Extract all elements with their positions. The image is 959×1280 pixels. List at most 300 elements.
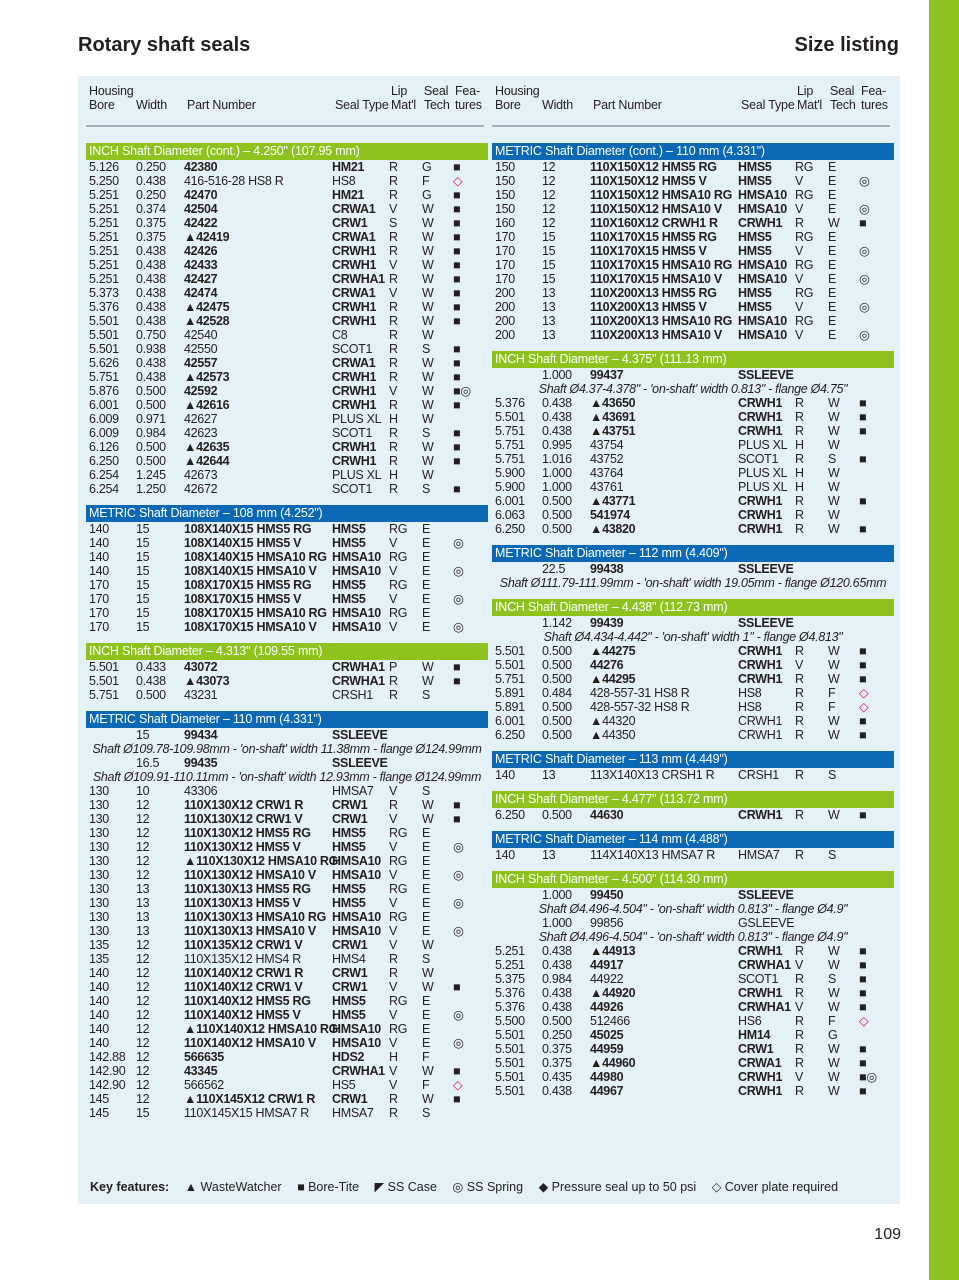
part-number-cell: ▲42635 [184, 440, 230, 454]
seal-type-cell: HS6 [738, 1014, 762, 1028]
seal-tech-cell: E [422, 578, 431, 592]
lip-material-cell: P [389, 660, 398, 674]
metric-section-header: METRIC Shaft Diameter (cont.) – 110 mm (4.331") [492, 143, 894, 160]
seal-tech-cell: W [422, 216, 434, 230]
seal-tech-cell: G [422, 160, 432, 174]
bore-cell: 130 [89, 854, 109, 868]
seal-tech-cell: W [422, 440, 434, 454]
table-row [86, 230, 488, 244]
table-row [86, 1078, 488, 1092]
width-cell: 12 [136, 854, 150, 868]
width-cell: 15 [136, 606, 150, 620]
table-row [492, 1028, 894, 1042]
features-cell: ■ [859, 1000, 867, 1014]
lip-material-cell: RG [795, 314, 814, 328]
seal-tech-cell: S [828, 452, 837, 466]
seal-type-cell: HMS5 [738, 174, 772, 188]
features-cell: ◎ [453, 840, 464, 854]
bore-cell: 140 [89, 564, 109, 578]
table-row [492, 328, 894, 342]
lip-material-cell: R [389, 188, 398, 202]
features-cell: ■ [453, 1092, 461, 1106]
seal-type-cell: HMS5 [332, 826, 366, 840]
width-cell: 0.438 [136, 174, 166, 188]
seal-tech-cell: F [422, 174, 430, 188]
table-row [492, 244, 894, 258]
bore-cell: 142.90 [89, 1064, 126, 1078]
part-number-cell: 99450 [590, 888, 624, 902]
hdr-seal-type: Seal Type [741, 98, 795, 112]
part-number-cell: 99435 [184, 756, 218, 770]
lip-material-cell: V [389, 202, 398, 216]
part-number-cell: ▲44960 [590, 1056, 636, 1070]
seal-tech-cell: W [828, 986, 840, 1000]
lip-material-cell: R [389, 798, 398, 812]
seal-tech-cell: E [422, 1036, 431, 1050]
part-number-cell: ▲42528 [184, 314, 230, 328]
part-number-cell: 42504 [184, 202, 218, 216]
table-row [492, 508, 894, 522]
features-cell: ■ [453, 272, 461, 286]
features-cell: ■ [859, 986, 867, 1000]
seal-type-cell: PLUS XL [738, 466, 788, 480]
seal-tech-cell: E [828, 286, 837, 300]
lip-material-cell: V [795, 1000, 804, 1014]
seal-type-cell: HMS5 [332, 592, 366, 606]
width-cell: 0.250 [542, 1028, 572, 1042]
seal-type-cell: PLUS XL [738, 438, 788, 452]
hdr-tech: Tech [830, 98, 856, 112]
seal-type-cell: SSLEEVE [332, 756, 388, 770]
seal-type-cell: HMS5 [332, 578, 366, 592]
lip-material-cell: V [389, 592, 398, 606]
width-cell: 1.245 [136, 468, 166, 482]
width-cell: 12 [542, 202, 556, 216]
seal-tech-cell: S [422, 952, 431, 966]
seal-type-cell: CRWHA1 [332, 660, 385, 674]
lip-material-cell: R [389, 440, 398, 454]
lip-material-cell: V [389, 564, 398, 578]
table-row [492, 986, 894, 1000]
features-cell: ■ [859, 672, 867, 686]
seal-type-cell: HMSA10 [332, 1036, 381, 1050]
table-row [492, 808, 894, 822]
features-cell: ■ [453, 188, 461, 202]
seal-type-cell: CRWH1 [738, 1084, 783, 1098]
seal-tech-cell: W [828, 1084, 840, 1098]
bore-cell: 130 [89, 882, 109, 896]
bore-cell: 5.501 [495, 644, 525, 658]
seal-type-cell: CRWH1 [332, 398, 377, 412]
part-number-cell: 42592 [184, 384, 218, 398]
features-cell: ■ [453, 440, 461, 454]
bore-cell: 170 [495, 258, 515, 272]
lip-material-cell: R [795, 508, 804, 522]
bore-cell: 5.251 [89, 188, 119, 202]
part-number-cell: 99437 [590, 368, 624, 382]
lip-material-cell: R [389, 482, 398, 496]
table-row [86, 896, 488, 910]
sleeve-note: Shaft Ø4.496-4.504" - 'on-shaft' width 0.813" - flange Ø4.9" [538, 930, 848, 944]
width-cell: 0.375 [136, 230, 166, 244]
part-number-cell: 42426 [184, 244, 218, 258]
width-cell: 0.375 [542, 1042, 572, 1056]
lip-material-cell: R [795, 216, 804, 230]
seal-type-cell: HMS5 [332, 994, 366, 1008]
lip-material-cell: R [389, 300, 398, 314]
bore-cell: 130 [89, 896, 109, 910]
table-row [86, 342, 488, 356]
lip-material-cell: R [389, 966, 398, 980]
width-cell: 12 [136, 868, 150, 882]
seal-type-cell: HMS5 [332, 840, 366, 854]
seal-type-cell: CRSH1 [332, 688, 373, 702]
lip-material-cell: V [389, 784, 398, 798]
part-number-cell: 44926 [590, 1000, 624, 1014]
bore-cell: 140 [89, 1008, 109, 1022]
table-row [86, 328, 488, 342]
features-cell: ◎ [859, 244, 870, 258]
table-row [492, 522, 894, 536]
lip-material-cell: R [389, 1106, 398, 1120]
seal-type-cell: CRWH1 [332, 300, 377, 314]
section-gap [492, 862, 894, 871]
width-cell: 13 [542, 848, 556, 862]
part-number-cell: 416-516-28 HS8 R [184, 174, 284, 188]
table-row [86, 564, 488, 578]
lip-material-cell: R [389, 356, 398, 370]
bore-cell: 140 [89, 1022, 109, 1036]
seal-type-cell: CRWH1 [738, 672, 783, 686]
seal-tech-cell: W [828, 658, 840, 672]
part-number-cell: 110X150X12 HMSA10 V [590, 202, 722, 216]
part-number-cell: 110X170X15 HMS5 RG [590, 230, 717, 244]
width-cell: 12 [136, 938, 150, 952]
table-row [492, 686, 894, 700]
seal-tech-cell: W [422, 966, 434, 980]
width-cell: 12 [136, 840, 150, 854]
table-row [86, 160, 488, 174]
lip-material-cell: RG [389, 522, 408, 536]
width-cell: 12 [136, 1064, 150, 1078]
bore-cell: 145 [89, 1106, 109, 1120]
metric-section-header: METRIC Shaft Diameter – 108 mm (4.252") [86, 505, 488, 522]
lip-material-cell: R [795, 1014, 804, 1028]
seal-type-cell: CRW1 [738, 1042, 774, 1056]
table-row [492, 1070, 894, 1084]
seal-type-cell: HMSA10 [332, 910, 381, 924]
width-cell: 1.000 [542, 888, 572, 902]
part-number-cell: 110X130X12 HMS5 V [184, 840, 301, 854]
features-cell: ■ [453, 160, 461, 174]
bore-cell: 5.251 [89, 258, 119, 272]
part-number-cell: 108X140X15 HMS5 V [184, 536, 302, 550]
width-cell: 0.250 [136, 188, 166, 202]
bore-cell: 130 [89, 812, 109, 826]
lip-material-cell: V [389, 536, 398, 550]
width-cell: 1.000 [542, 466, 572, 480]
table-row [86, 910, 488, 924]
table-row [86, 660, 488, 674]
part-number-cell: 43231 [184, 688, 218, 702]
part-number-cell: 44980 [590, 1070, 624, 1084]
lip-material-cell: V [795, 174, 804, 188]
bore-cell: 5.751 [495, 438, 525, 452]
bore-cell: 6.250 [495, 808, 525, 822]
key-ss-spring: ◎ SS Spring [452, 1180, 524, 1194]
seal-type-cell: HDS2 [332, 1050, 365, 1064]
seal-tech-cell: W [422, 202, 434, 216]
seal-tech-cell: W [828, 944, 840, 958]
lip-material-cell: V [389, 258, 398, 272]
width-cell: 0.438 [136, 674, 166, 688]
left-rows [86, 143, 488, 1120]
width-cell: 13 [542, 314, 556, 328]
seal-tech-cell: E [422, 910, 431, 924]
sleeve-note: Shaft Ø109.91-110.11mm - 'on-shaft' width 12.93mm - flange Ø124.99mm [92, 770, 482, 784]
features-cell: ■ [453, 342, 461, 356]
lip-material-cell: RG [389, 550, 408, 564]
width-cell: 0.500 [542, 508, 572, 522]
table-row [492, 452, 894, 466]
width-cell: 15 [136, 592, 150, 606]
section-gap [86, 496, 488, 505]
features-cell: ■ [859, 728, 867, 742]
table-row [86, 674, 488, 688]
width-cell: 1.250 [136, 482, 166, 496]
features-cell: ■ [859, 808, 867, 822]
table-row [86, 1106, 488, 1120]
width-cell: 0.435 [542, 1070, 572, 1084]
hdr-seal: Seal [424, 84, 449, 98]
features-cell: ◎ [453, 620, 464, 634]
width-cell: 0.500 [542, 714, 572, 728]
lip-material-cell: V [389, 1078, 398, 1092]
part-number-cell: 42540 [184, 328, 218, 342]
part-number-cell: 110X150X12 HMSA10 RG [590, 188, 733, 202]
table-row [492, 494, 894, 508]
seal-type-cell: CRWA1 [332, 202, 376, 216]
features-cell: ■◎ [859, 1070, 877, 1084]
seal-type-cell: CRWH1 [332, 314, 377, 328]
part-number-cell: 110X200X13 HMS5 V [590, 300, 707, 314]
seal-type-cell: HMS5 [332, 536, 366, 550]
lip-material-cell: V [795, 244, 804, 258]
lip-material-cell: V [389, 980, 398, 994]
features-cell: ■ [859, 1056, 867, 1070]
seal-type-cell: CRWH1 [332, 454, 377, 468]
bore-cell: 5.500 [495, 1014, 525, 1028]
bore-cell: 140 [89, 994, 109, 1008]
seal-type-cell: CRW1 [332, 798, 368, 812]
features-cell: ■ [859, 396, 867, 410]
seal-type-cell: CRWHA1 [332, 1064, 385, 1078]
seal-type-cell: CRWHA1 [332, 272, 385, 286]
lip-material-cell: RG [389, 826, 408, 840]
part-number-cell: 42673 [184, 468, 218, 482]
bore-cell: 5.376 [495, 396, 525, 410]
lip-material-cell: R [389, 1092, 398, 1106]
table-row [86, 244, 488, 258]
width-cell: 0.438 [542, 944, 572, 958]
lip-material-cell: V [795, 272, 804, 286]
width-cell: 0.375 [542, 1056, 572, 1070]
bore-cell: 200 [495, 286, 515, 300]
width-cell: 15 [136, 522, 150, 536]
table-row [86, 728, 488, 742]
seal-tech-cell: W [828, 714, 840, 728]
width-cell: 15 [542, 230, 556, 244]
features-cell: ■ [859, 494, 867, 508]
features-cell: ■ [453, 286, 461, 300]
table-row [86, 868, 488, 882]
seal-tech-cell: W [422, 384, 434, 398]
seal-type-cell: HMS5 [738, 230, 772, 244]
table-row [492, 1014, 894, 1028]
key-label: Key features: [90, 1180, 170, 1194]
lip-material-cell: RG [389, 854, 408, 868]
lip-material-cell: R [389, 426, 398, 440]
seal-type-cell: CRWH1 [738, 216, 783, 230]
seal-tech-cell: W [828, 466, 840, 480]
bore-cell: 145 [89, 1092, 109, 1106]
table-row [86, 440, 488, 454]
lip-material-cell: RG [795, 258, 814, 272]
table-row [492, 314, 894, 328]
seal-type-cell: SCOT1 [332, 482, 373, 496]
part-number-cell: ▲44913 [590, 944, 636, 958]
bore-cell: 5.501 [89, 314, 119, 328]
part-number-cell: 110X135X12 HMS4 R [184, 952, 301, 966]
seal-type-cell: CRWH1 [332, 244, 377, 258]
width-cell: 10 [136, 784, 150, 798]
width-cell: 0.438 [542, 1084, 572, 1098]
width-cell: 0.374 [136, 202, 166, 216]
part-number-cell: 43761 [590, 480, 624, 494]
width-cell: 13 [136, 910, 150, 924]
lip-material-cell: RG [795, 160, 814, 174]
seal-type-cell: SCOT1 [738, 452, 779, 466]
seal-tech-cell: W [828, 672, 840, 686]
seal-type-cell: CRSH1 [738, 768, 779, 782]
page-number: 109 [874, 1226, 901, 1243]
table-row [86, 1064, 488, 1078]
lip-material-cell: R [389, 314, 398, 328]
lip-material-cell: V [795, 202, 804, 216]
seal-type-cell: CRWHA1 [738, 1000, 791, 1014]
hdr-tures: tures [455, 98, 482, 112]
table-row [492, 616, 894, 630]
seal-type-cell: HMS5 [738, 160, 772, 174]
bore-cell: 5.251 [89, 230, 119, 244]
sleeve-note: Shaft Ø4.434-4.442" - 'on-shaft' width 1" - flange Ø4.813" [543, 630, 843, 644]
bore-cell: 5.501 [495, 658, 525, 672]
table-row [492, 972, 894, 986]
seal-type-cell: HMS5 [738, 300, 772, 314]
seal-tech-cell: W [422, 356, 434, 370]
part-number-cell: 45025 [590, 1028, 624, 1042]
part-number-cell: 110X150X12 HMS5 V [590, 174, 707, 188]
hdr-lip: Lip [797, 84, 814, 98]
lip-material-cell: RG [389, 910, 408, 924]
width-cell: 15 [136, 564, 150, 578]
key-pressure-seal: ◆ Pressure seal up to 50 psi [538, 1180, 697, 1194]
width-cell: 12 [136, 798, 150, 812]
table-row [86, 482, 488, 496]
lip-material-cell: R [389, 174, 398, 188]
left-column [86, 76, 488, 1120]
bore-cell: 6.001 [495, 714, 525, 728]
seal-type-cell: HMS5 [332, 522, 366, 536]
table-row [492, 410, 894, 424]
width-cell: 1.142 [542, 616, 572, 630]
seal-type-cell: HS5 [332, 1078, 356, 1092]
lip-material-cell: R [389, 230, 398, 244]
part-number-cell: ▲42419 [184, 230, 230, 244]
part-number-cell: 110X130X12 HMSA10 V [184, 868, 316, 882]
table-row [86, 578, 488, 592]
table-row [86, 468, 488, 482]
bore-cell: 140 [89, 966, 109, 980]
lip-material-cell: V [389, 812, 398, 826]
bore-cell: 5.251 [495, 944, 525, 958]
features-cell: ■ [453, 202, 461, 216]
seal-tech-cell: W [422, 938, 434, 952]
bore-cell: 150 [495, 188, 515, 202]
seal-tech-cell: E [422, 826, 431, 840]
lip-material-cell: R [795, 714, 804, 728]
seal-type-cell: CRWHA1 [738, 958, 791, 972]
width-cell: 0.438 [136, 356, 166, 370]
features-cell: ■ [859, 522, 867, 536]
seal-tech-cell: E [422, 896, 431, 910]
table-row [86, 1036, 488, 1050]
part-number-cell: 110X200X13 HMSA10 RG [590, 314, 733, 328]
part-number-cell: 108X170X15 HMS5 RG [184, 578, 312, 592]
seal-type-cell: HMS5 [738, 286, 772, 300]
part-number-cell: 42470 [184, 188, 218, 202]
bore-cell: 170 [89, 620, 109, 634]
section-gap [492, 590, 894, 599]
part-number-cell: 428-557-32 HS8 R [590, 700, 690, 714]
seal-tech-cell: W [422, 286, 434, 300]
width-cell: 0.500 [136, 688, 166, 702]
features-cell: ■ [859, 944, 867, 958]
bore-cell: 5.751 [495, 672, 525, 686]
part-number-cell: 110X130X13 HMS5 RG [184, 882, 311, 896]
width-cell: 12 [542, 188, 556, 202]
inch-section-header: INCH Shaft Diameter – 4.500" (114.30 mm) [492, 871, 894, 888]
seal-type-cell: HM14 [738, 1028, 771, 1042]
hdr-width: Width [136, 98, 167, 112]
width-cell: 0.438 [542, 410, 572, 424]
width-cell: 0.438 [136, 258, 166, 272]
part-number-cell: 99438 [590, 562, 624, 576]
width-cell: 12 [136, 1078, 150, 1092]
seal-type-cell: CRWH1 [738, 808, 783, 822]
part-number-cell: 110X140X12 HMS5 V [184, 1008, 301, 1022]
lip-material-cell: V [389, 868, 398, 882]
seal-tech-cell: E [828, 230, 837, 244]
seal-type-cell: HMS5 [332, 1008, 366, 1022]
features-cell: ■ [859, 714, 867, 728]
width-cell: 12 [542, 160, 556, 174]
width-cell: 0.375 [136, 216, 166, 230]
seal-tech-cell: E [422, 522, 431, 536]
seal-tech-cell: W [422, 300, 434, 314]
part-number-cell: ▲43751 [590, 424, 636, 438]
width-cell: 0.484 [542, 686, 572, 700]
